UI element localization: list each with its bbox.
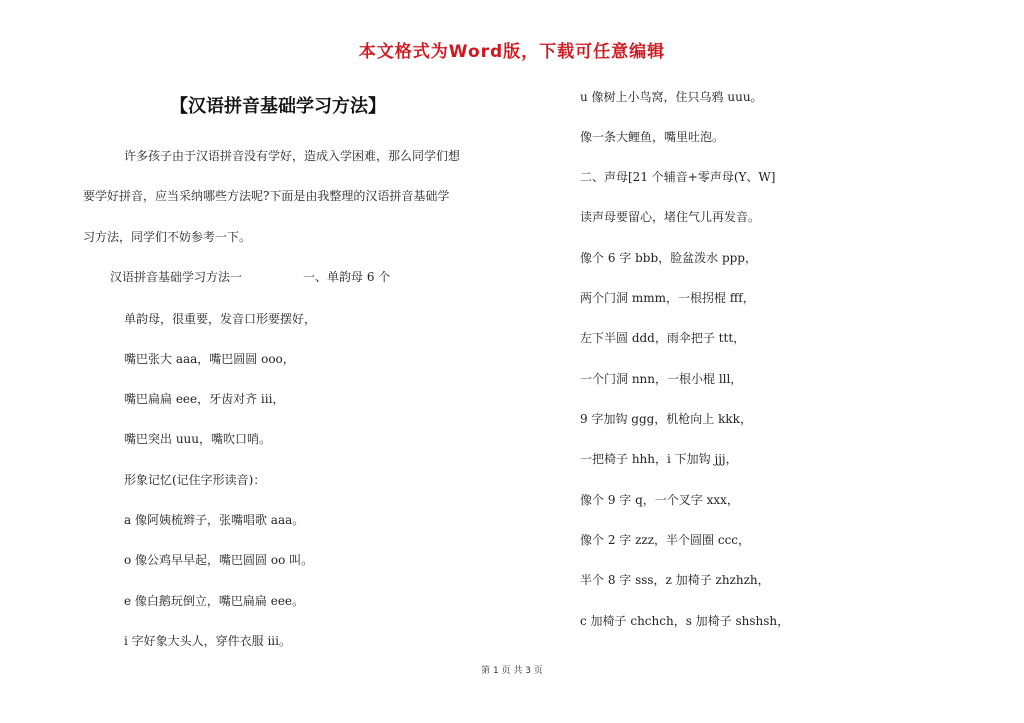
right-line: 像个 6 字 bbb，脸盆泼水 ppp，	[580, 251, 757, 265]
right-line: 像个 2 字 zzz，半个圆圈 ccc，	[580, 533, 751, 547]
right-line: 两个门洞 mmm，一根拐棍 fff，	[580, 291, 755, 305]
left-line: e 像白鹅玩倒立，嘴巴扁扁 eee。	[124, 594, 305, 608]
left-line: 嘴巴突出 uuu，嘴吹口哨。	[124, 432, 272, 446]
right-line: 一把椅子 hhh，i 下加钩 jjj，	[580, 452, 738, 466]
intro-line-1: 许多孩子由于汉语拼音没有学好，造成入学困难，那么同学们想	[124, 149, 461, 163]
right-line: 半个 8 字 sss，z 加椅子 zhzhzh，	[580, 573, 770, 587]
left-line: 形象记忆(记住字形读音)：	[124, 473, 266, 487]
right-line: u 像树上小鸟窝，住只乌鸦 uuu。	[580, 90, 763, 104]
right-line: 像一条大鲤鱼，嘴里吐泡。	[580, 130, 725, 144]
left-line: o 像公鸡早早起，嘴巴圆圆 oo 叫。	[124, 553, 314, 567]
left-line: 单韵母，很重要，发音口形要摆好，	[124, 312, 317, 326]
left-line: 嘴巴扁扁 eee，牙齿对齐 iii，	[124, 392, 285, 406]
right-line: 读声母要留心，堵住气儿再发音。	[580, 210, 761, 224]
right-line: 一个门洞 nnn，一根小棍 lll，	[580, 372, 743, 386]
left-line: 嘴巴张大 aaa，嘴巴圆圆 ooo，	[124, 352, 295, 366]
left-line: i 字好象大头人，穿件衣服 iii。	[124, 634, 291, 648]
page-number: 第 1 页 共 3 页	[481, 666, 543, 676]
left-line: a 像阿姨梳辫子，张嘴唱歌 aaa。	[124, 513, 305, 527]
right-line: 9 字加钩 ggg，机枪向上 kkk，	[580, 412, 752, 426]
right-line: 左下半圆 ddd，雨伞把子 ttt，	[580, 331, 746, 345]
edit-notice-banner: 本文格式为Word版，下载可任意编辑	[358, 42, 666, 62]
right-line: 二、声母[21 个辅音+零声母(Y、W]	[580, 170, 776, 184]
section-heading: 汉语拼音基础学习方法一	[110, 270, 243, 284]
section-subheading: 一、单韵母 6 个	[303, 270, 391, 284]
right-line: 像个 9 字 q，一个叉字 xxx，	[580, 493, 739, 507]
intro-line-3: 习方法，同学们不妨参考一下。	[83, 230, 252, 244]
right-line: c 加椅子 chchch，s 加椅子 shshsh，	[580, 614, 790, 628]
intro-line-2: 要学好拼音，应当采纳哪些方法呢?下面是由我整理的汉语拼音基础学	[83, 189, 450, 203]
document-title: 【汉语拼音基础学习方法】	[170, 96, 386, 117]
